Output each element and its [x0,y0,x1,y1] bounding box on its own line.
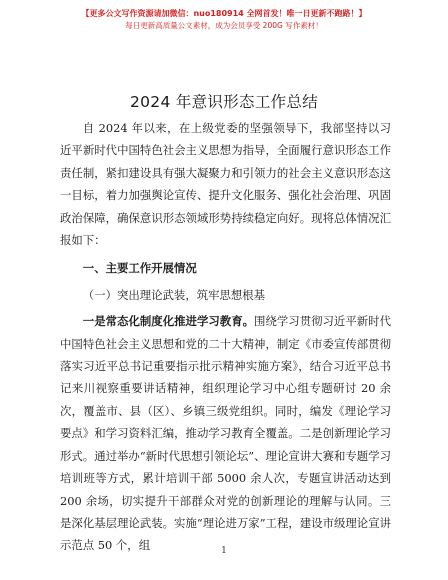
paragraph-lead: 一是常态化制度化推进学习教育。 [82,314,255,329]
section-heading: 一、主要工作开展情况 [82,261,197,276]
page-number: 1 [221,546,227,556]
banner-line-1: 【更多公文写作资源请加微信：nuo180914 全网首发！唯一日更新不跑路！】 [81,9,367,18]
watermark-banner [0,8,448,32]
document-title: 2024 年意识形态工作总结 [129,93,319,111]
intro-paragraph: 自 2024 年以来，在上级党委的坚强领导下，我部坚持以习近平新时代中国特色社会主义思想为指导，全面履行意识形态工作责任制，紧扣建设具有强大凝聚力和引领力的社会主义意识形态这一目标，着力加强舆论宣传、提升文化服务、强化社会治理、巩固政治保障，确保意识形态领域形势持续稳定向好。现将总体情况汇报如下： [60,121,391,248]
body-paragraph [60,310,391,556]
paragraph-text: 围绕学习贯彻习近平新时代中国特色社会主义思想和党的二十大精神，制定《市委宣传部贯彻落实习近平总书记重要指示批示精神实施方案》，结合习近平总书记来川视察重要讲话精神，组织理论学习中心组专题研讨 20 余次，覆盖市、县（区）、乡镇三级党组织。同时，编发《理论学习要点》和学习资料汇编，推动学习教育全覆盖。二是创新理论学习形式。通过举办“新时代思想引领论坛”、理论宣讲大赛和专题学习培训班等方式，累计培训干部 5000 余人次，专题宣讲活动达到 200 余场，切实提升干部群众对党的创新理论的理解与认同。三是深化基层理论武装。实施“理论进万家”工程，建设市级理论宣讲示范点 50 个，组 [60,314,391,553]
subsection-heading: （一）突出理论武装，筑牢思想根基 [82,287,266,302]
document-body [60,117,391,557]
banner-line-2: 每日更新高质量公文素材，成为会员享受 200G 写作素材！ [125,21,323,30]
